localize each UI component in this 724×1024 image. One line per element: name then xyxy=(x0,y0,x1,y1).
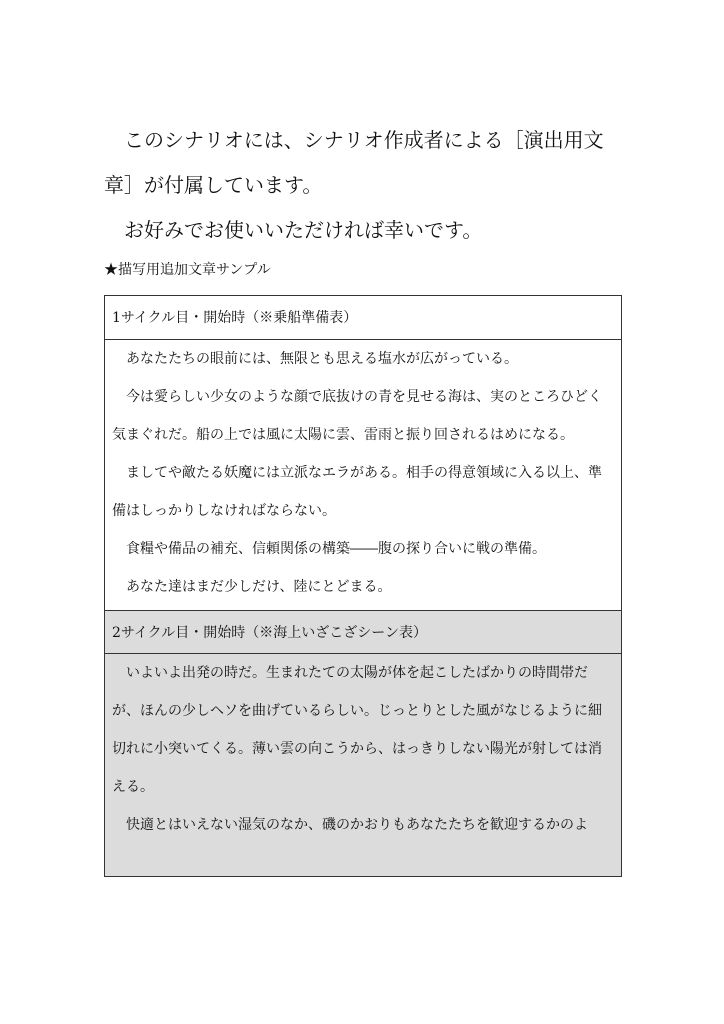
paragraph: あなた達はまだ少しだけ、陸にとどまる。 xyxy=(126,579,392,595)
paragraph: 食糧や備品の補充、信頼関係の構築――腹の探り合いに戦の準備。 xyxy=(126,541,546,557)
sample-table xyxy=(104,295,622,877)
paragraph: いよいよ出発の時だ。生まれたての太陽が体を起こしたばかりの時間帯だが、ほんの少しヘソを曲げているらしい。じっとりとした風がなじるように細切れに小突いてくる。薄い雲の向こうから、はっきりしない陽光が射しては消える。 xyxy=(112,665,602,795)
paragraph: 今は愛らしい少女のような顔で底抜けの青を見せる海は、実のところひどく気まぐれだ。船の上では風に太陽に雲、雷雨と振り回されるはめになる。 xyxy=(112,389,602,443)
cycle-2-header: 2サイクル目・開始時（※海上いざこざシーン表） xyxy=(105,610,621,654)
cycle-1-header: 1サイクル目・開始時（※乗船準備表） xyxy=(105,296,621,340)
cycle-2-body xyxy=(105,654,621,876)
paragraph: ましてや敵たる妖魔には立派なエラがある。相手の得意領域に入る以上、準備はしっかりしなければならない。 xyxy=(112,465,602,519)
sample-caption: ★描写用追加文章サンプル xyxy=(104,262,271,278)
intro-line-1: このシナリオには、シナリオ作成者による［演出用文章］が付属しています。 xyxy=(104,128,604,197)
paragraph: 快適とはいえない湿気のなか、磯のかおりもあなたたちを歓迎するかのよ xyxy=(126,817,588,833)
intro-line-2: お好みでお使いいただければ幸いです。 xyxy=(124,218,483,242)
cycle-1-section xyxy=(105,296,621,610)
cycle-2-section xyxy=(105,610,621,876)
paragraph: あなたたちの眼前には、無限とも思える塩水が広がっている。 xyxy=(126,351,518,367)
intro-text xyxy=(104,118,624,253)
cycle-1-body xyxy=(105,340,621,610)
